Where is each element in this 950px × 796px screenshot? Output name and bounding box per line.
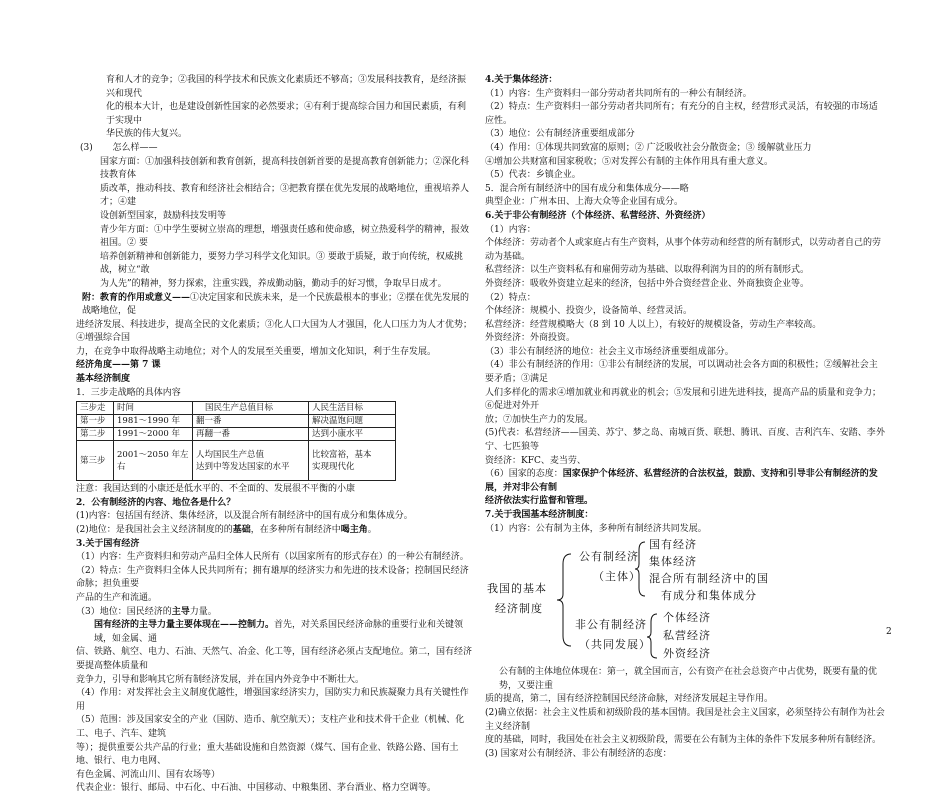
text-line: ④增加公共财富和国家税收；⑤对发挥公有制的主体作用具有重大意义。 [485, 156, 774, 167]
table-row [77, 441, 396, 481]
text-line: 个体经济：规模小、投资少，设备简单、经营灵活。 [485, 306, 693, 317]
text-line: （1）内容：生产资料归和劳动产品归全体人民所有（以国家所有的形式存在）的一种公有制经济。 [76, 552, 469, 563]
table-cell-line: 比较富裕，基本 [312, 449, 372, 460]
text-line: 化的根本大计，也是建设创新性国家的必然要求；④有利于提高综合国力和国民素质，有利于实现中 [106, 102, 467, 126]
left-column [76, 74, 474, 796]
table-cell: 达到小康水平 [309, 428, 396, 441]
text-span: 首先，对关系国民经济命脉的重要行业和关键领域，如金属、通 [94, 620, 464, 644]
text-line: 人们多样化的需求④增加就业和再就业的机会；⑤发展和引进先进科技，提高产品的质量和竞争力；⑥促进对外开 [485, 387, 882, 412]
nonpublic-brace [647, 614, 657, 658]
diagram-public-sub: （主体） [593, 570, 641, 584]
section-heading: 6.关于非公有制经济（个体经济、私营经济、外资经济） [485, 210, 711, 221]
table-cell: 解决温饱问题 [309, 415, 396, 428]
table-cell: 翻一番 [193, 415, 309, 428]
table-cell-line: 实现现代化 [312, 461, 355, 472]
main-brace [557, 554, 571, 646]
text-line: 个体经济：劳动者个人或家庭占有生产资料，从事个体劳动和经营的所有制形式，以劳动者自己的劳动为基础。 [485, 238, 882, 262]
text-line [485, 427, 885, 454]
diagram-public-item: 混合所有制经济中的国 [649, 572, 769, 586]
table-header-row [77, 402, 396, 415]
text-line: 培养创新精神和创新能力，要努力学习科学文化知识。③ 要敢于质疑，敢于向传统，权威挑战，树立“敢 [100, 251, 463, 276]
text-line: 设创新型国家，鼓励科技发明等 [100, 210, 227, 221]
emphasis: 国家保护个体经济、私营经济的合法权益，鼓励、支持和引导非公有制经济的发展，并对非公有制 [485, 469, 878, 493]
three-step-table [76, 401, 396, 481]
section-heading: 7.关于我国基本经济制度： [485, 510, 594, 520]
text-span: 力量。 [189, 606, 217, 617]
table-header-cell: 人民生活目标 [309, 402, 396, 415]
diagram-root-line2: 经济制度 [495, 602, 543, 616]
section-heading: 经济角度——第 7 课 [76, 360, 161, 371]
table-cell-line: 达到中等发达国家的水平 [196, 461, 290, 472]
text-line: 华民族的伟大复兴。 [106, 129, 188, 140]
text-line: 外资经济：外商投资。 [485, 333, 576, 344]
text-span: （3）地位：国民经济的 [76, 606, 172, 617]
section-heading: 4.关于集体经济： [485, 75, 558, 85]
note-lead: 附：教育的作用或意义—— [82, 292, 191, 303]
text-line: 力，在竞争中取得战略主动地位；对个人的发展至关重要，增加文化知识，利于生存发展。 [76, 346, 437, 357]
text-line: 信、铁路、航空、电力、石油、天然气、冶金、化工等，国有经济必须占支配地位。第二，国有经济要提高整体质量和 [76, 647, 473, 671]
text-line: （5）范围：涉及国家安全的产业（国防、造币、航空航天）；支柱产业和技术骨干企业（机械、化工、电子、汽车、建筑 [76, 715, 465, 739]
text-line: （2）特点：生产资料归一部分劳动者共同所有；有充分的自主权，经营形式灵活，有较强的市场适应性。 [485, 102, 878, 126]
section-heading: 基本经济制度 [76, 374, 131, 385]
table-header-cell: 时间 [114, 402, 193, 415]
text-line [76, 619, 474, 646]
text-span: 外 [875, 428, 885, 439]
text-line [76, 142, 474, 156]
diagram-public-item: 国有经济 [649, 538, 697, 552]
diagram-nonpublic-item: 外资经济 [663, 647, 711, 661]
text-line: （3）地位：公有制经济重要组成部分 [485, 129, 635, 140]
note-text: ①决定国家和民族未来，是一个民族最根本的事业；②摆在优先发展的战略地位，促 [82, 292, 470, 317]
table-header-cell: 三步走 [77, 402, 114, 415]
text-line: （4）非公有制经济的作用：①非公有制经济的发展，可以调动社会各方面的积极性；②缓解社会主要矛盾；③满足 [485, 360, 878, 385]
item-heading: 怎么样—— [112, 142, 158, 153]
text-line: 典型企业：广州本田、上海大众等企业国有成分。 [485, 197, 684, 208]
right-column [485, 74, 885, 761]
text-line: （5）代表：乡镇企业。 [485, 170, 581, 181]
section-heading: 2．公有制经济的内容、地位各是什么？ [76, 497, 236, 508]
text-line: 为人先”的精神，努力探索，注重实践，养成勤动脑，勤动手的好习惯，争取早日成才。 [100, 278, 447, 289]
text-span: (2)地位：是我国社会主义经济制度的的 [76, 525, 233, 536]
text-span: (5)代表：私营经济——国美、苏宁、梦之岛、南城百货、联想、腾讯、百度、吉利汽车、安踏、李宁、七匹狼等 [485, 428, 876, 453]
text-line: （2）特点：生产资料归全体人民共同所有；拥有雄厚的经济实力和先进的技术设备；控制国民经济命脉；担负重要 [76, 565, 469, 590]
text-line: 1．三步走战略的具体内容 [76, 387, 181, 398]
diagram-nonpublic-item: 个体经济 [663, 611, 711, 625]
emphasis: 主导 [171, 606, 190, 617]
table-row [77, 415, 396, 428]
text-line: 放；⑦加快生产力的发展。 [485, 414, 594, 425]
text-line: 外资经济：吸收外资建立起来的经济，包括中外合资经营企业、外商独资企业等。 [485, 278, 810, 289]
text-line: （3）非公有制经济的地位：社会主义市场经济重要组成部分。 [485, 346, 734, 357]
text-span: （6）国家的态度： [485, 469, 563, 480]
text-line: 进经济发展、科技进步，提高全民的文化素质；③化人口大国为人才强国，化人口压力为人才优势；④增强综合国 [76, 319, 473, 344]
emphasis: 基础 [232, 525, 251, 536]
text-line: (1)内容：包括国有经济、集体经济，以及混合所有制经济中的国有成分和集体成分。 [76, 511, 413, 522]
table-cell: 2001～2050 年左右 [114, 441, 193, 481]
text-line: 有色金属、河流山川、国有农场等） [76, 769, 221, 780]
text-line: 私营经济：以生产资料私有和雇佣劳动为基础、以取得利润为目的的所有制形式。 [485, 265, 810, 276]
text-line: 质改革，推动科技、教育和经济社会相结合；③把教育摆在优先发展的战略地位，重视培养人才；④建 [100, 183, 470, 208]
table-cell-line: 人均国民生产总值 [196, 449, 265, 460]
text-line: （1）内容： [485, 224, 536, 235]
diagram-public-label: 公有制经济 [579, 550, 639, 564]
table-header-cell: 国民生产总值目标 [193, 402, 309, 415]
table-cell-multiline [309, 441, 396, 481]
economic-system-diagram [485, 536, 885, 660]
table-cell: 1981～1990 年 [114, 415, 193, 428]
text-line: （2）特点： [485, 292, 536, 303]
table-row [77, 428, 396, 441]
text-line: （1）内容：公有制为主体，多种所有制经济共同发展。 [485, 523, 707, 534]
text-line [485, 468, 885, 495]
item-number: (3) [80, 142, 93, 153]
table-cell: 第三步 [77, 441, 114, 481]
text-line: 产品的生产和流通。 [76, 593, 158, 603]
diagram-public-item: 集体经济 [649, 555, 697, 569]
table-cell: 再翻一番 [193, 428, 309, 441]
text-line: (3) 国家对公有制经济、非公有制经济的态度： [485, 748, 672, 759]
text-line: 公有制的主体地位体现在：第一，就全国而言，公有资产在社会总资产中占优势，既要有量的优势，又要注重 [499, 667, 878, 691]
table-cell: 第一步 [77, 415, 114, 428]
diagram-root-line1: 我国的基本 [487, 582, 547, 596]
text-line [76, 606, 474, 620]
text-line: 度的基础，同时，我国处在社会主义初级阶段，需要在公有制为主体的条件下发展多种所有制经济。 [485, 735, 882, 746]
text-line: 质的提高，第二，国有经济控制国民经济命脉，对经济发展起主导作用。 [485, 694, 774, 705]
text-line: （4）作用：①体现共同致富的原则；② 广泛吸收社会分散资金；③ 缓解就业压力 [485, 142, 812, 153]
page-number: 2 [886, 627, 892, 637]
text-line: 竞争力，引导和影响其它所有制经济发展，并在国内外竞争中不断壮大。 [76, 674, 365, 685]
text-line: 代表企业：银行、邮局、中石化、中石油、中国移动、中粮集团、茅台酒业、格力空调等。 [76, 783, 437, 794]
table-cell-multiline [193, 441, 309, 481]
diagram-nonpublic-sub: （共同发展） [579, 638, 651, 652]
text-line: 等）；提供重要公共产品的行业；重大基础设施和自然资源（煤气、国有企业、铁路公路、国有土地、银行、电力电网、 [76, 742, 459, 767]
text-line: 青少年方面：①中学生要树立崇高的理想，增强责任感和使命感，树立热爱科学的精神，报效祖国。② 要 [100, 224, 470, 249]
diagram-public-item: 有成分和集体成分 [661, 589, 757, 603]
table-cell: 1991～2000 年 [114, 428, 193, 441]
text-line: 私营经济：经营规模略大（8 到 10 人以上），有较好的规模设备，劳动生产率较高。 [485, 319, 822, 330]
table-cell: 第二步 [77, 428, 114, 441]
text-line: 经济依法实行监督和管理。 [485, 496, 594, 507]
text-line: 资经济：KFC、麦当劳、 [485, 455, 586, 466]
section-heading: 3.关于国有经济 [76, 538, 140, 549]
text-span: 。 [367, 525, 377, 536]
emphasis: 国有经济的主导力量主要体现在——控制力。 [94, 620, 275, 631]
diagram-nonpublic-label: 非公有制经济 [575, 618, 647, 632]
text-line: （1）内容：生产资料归一部分劳动者共同所有的一种公有制经济。 [485, 88, 752, 99]
emphasis: 喝主角 [340, 525, 368, 536]
diagram-nonpublic-item: 私营经济 [663, 629, 711, 643]
text-line: 5．混合所有制经济中的国有成分和集体成分——略 [485, 183, 689, 194]
text-line: 国家方面：①加强科技创新和教育创新，提高科技创新首要的是提高教育创新能力；②深化科技教育体 [100, 156, 470, 181]
text-span: ，在多种所有制经济中 [250, 525, 341, 536]
text-line: 育和人才的竞争；②我国的科学技术和民族文化素质还不够高；③发展科技教育，是经济振兴和现代 [106, 75, 467, 99]
text-line: (2)确立依据：社会主义性质和初级阶段的基本国情。我国是社会主义国家，必须坚持公有制作为社会主义经济制 [485, 707, 885, 732]
text-line [76, 524, 474, 538]
text-line [76, 292, 474, 319]
text-line: 注意：我国达到的小康还是低水平的、不全面的、发展很不平衡的小康 [76, 484, 356, 495]
text-line: （4）作用：对发挥社会主义制度优越性，增强国家经济实力，国防实力和民族凝聚力具有关键性作用 [76, 688, 469, 712]
